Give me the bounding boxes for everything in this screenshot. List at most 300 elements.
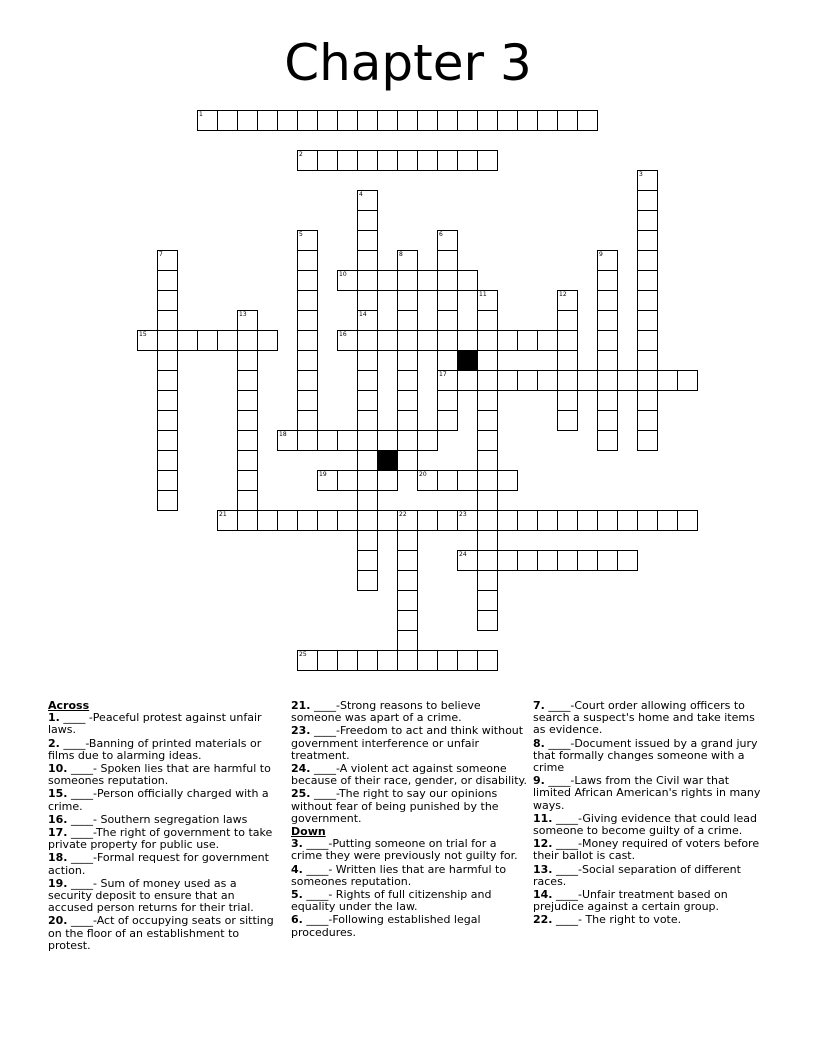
cell-number: 6 [439,231,443,238]
grid-cell[interactable] [437,270,458,291]
clue-text: ____-Person officially charged with a crime. [48,787,269,813]
grid-cell[interactable] [377,110,398,131]
clue-item [48,712,280,736]
grid-cell[interactable] [397,290,418,311]
grid-cell[interactable] [537,110,558,131]
grid-cell[interactable] [397,650,418,671]
clue-number: 15. [48,787,68,801]
grid-cell[interactable] [477,330,498,351]
clue-item [533,700,769,737]
grid-cell[interactable] [237,350,258,371]
grid-cell[interactable] [637,430,658,451]
grid-cell[interactable] [297,150,318,171]
clues-column-3 [533,700,769,928]
grid-cell[interactable] [437,510,458,531]
grid-cell[interactable] [357,370,378,391]
grid-cell[interactable] [297,270,318,291]
clue-item [291,838,527,862]
grid-cell[interactable] [277,430,298,451]
grid-cell[interactable] [237,470,258,491]
clue-text: ____-Court order allowing officers to search a suspect's home and take items as evidence. [533,699,755,737]
grid-cell[interactable] [537,330,558,351]
grid-cell[interactable] [237,390,258,411]
grid-cell[interactable] [437,410,458,431]
clue-item [533,889,769,913]
grid-cell[interactable] [397,450,418,471]
grid-cell[interactable] [357,330,378,351]
grid-cell[interactable] [157,470,178,491]
grid-cell[interactable] [657,510,678,531]
grid-cell[interactable] [297,110,318,131]
grid-cell[interactable] [297,430,318,451]
grid-cell[interactable] [357,230,378,251]
grid-cell[interactable] [397,530,418,551]
grid-cell[interactable] [677,370,698,391]
grid-cell[interactable] [537,550,558,571]
grid-cell[interactable] [417,270,438,291]
grid-cell[interactable] [157,270,178,291]
grid-cell[interactable] [597,350,618,371]
grid-cell[interactable] [477,450,498,471]
grid-cell[interactable] [217,110,238,131]
grid-cell[interactable] [497,510,518,531]
grid-cell[interactable] [297,250,318,271]
grid-cell[interactable] [477,550,498,571]
grid-cell[interactable] [597,370,618,391]
grid-cell[interactable] [417,650,438,671]
grid-cell[interactable] [317,150,338,171]
cell-number: 3 [639,171,643,178]
clue-text: ____- Southern segregation laws [71,812,248,826]
clue-text: ____-A violent act against someone because of their race, gender, or disability. [291,762,527,788]
clues-column-2 [291,700,527,940]
grid-cell[interactable] [477,370,498,391]
grid-cell[interactable] [637,310,658,331]
clue-item [48,763,280,787]
grid-cell[interactable] [377,470,398,491]
grid-cell[interactable] [397,410,418,431]
grid-cell[interactable] [517,110,538,131]
grid-cell[interactable] [637,370,658,391]
grid-cell[interactable] [397,150,418,171]
grid-cell[interactable] [297,230,318,251]
grid-cell[interactable] [457,150,478,171]
grid-cell[interactable] [537,510,558,531]
grid-cell[interactable] [477,590,498,611]
clue-text: ____-Act of occupying seats or sitting on the floor of an establishment to protest. [48,914,274,952]
clue-number: 19. [48,876,68,890]
grid-cell[interactable] [377,650,398,671]
grid-cell[interactable] [237,430,258,451]
grid-cell[interactable] [337,270,358,291]
grid-cell[interactable] [537,370,558,391]
grid-cell[interactable] [637,290,658,311]
grid-cell[interactable] [357,150,378,171]
grid-cell[interactable] [457,370,478,391]
grid-cell[interactable] [157,390,178,411]
grid-cell[interactable] [577,510,598,531]
grid-cell[interactable] [477,110,498,131]
grid-cell[interactable] [597,290,618,311]
grid-cell[interactable] [297,650,318,671]
grid-cell[interactable] [357,550,378,571]
clue-text: ____-The right of government to take private property for public use. [48,826,273,852]
grid-cell[interactable] [317,110,338,131]
grid-cell[interactable] [637,330,658,351]
grid-cell[interactable] [397,390,418,411]
grid-cell[interactable] [557,290,578,311]
grid-cell[interactable] [297,310,318,331]
grid-cell[interactable] [397,250,418,271]
clue-number: 3. [291,837,303,851]
clue-text: ____- Written lies that are harmful to someones reputation. [291,862,507,888]
grid-cell[interactable] [157,310,178,331]
grid-cell[interactable] [457,470,478,491]
grid-cell[interactable] [417,470,438,491]
grid-cell[interactable] [397,110,418,131]
grid-cell[interactable] [237,490,258,511]
grid-cell[interactable] [357,110,378,131]
grid-cell[interactable] [637,170,658,191]
grid-cell[interactable] [357,570,378,591]
grid-cell[interactable] [157,350,178,371]
grid-cell[interactable] [477,150,498,171]
clue-item [291,788,527,825]
grid-cell[interactable] [297,370,318,391]
grid-cell[interactable] [457,550,478,571]
grid-cell[interactable] [357,470,378,491]
cell-number: 21 [219,511,227,518]
clue-item [48,788,280,812]
grid-cell[interactable] [477,530,498,551]
grid-cell[interactable] [397,270,418,291]
grid-cell[interactable] [417,430,438,451]
grid-cell[interactable] [197,110,218,131]
grid-cell[interactable] [337,330,358,351]
clue-item [533,775,769,812]
grid-cell[interactable] [637,250,658,271]
grid-cell[interactable] [297,410,318,431]
grid-cell[interactable] [557,350,578,371]
grid-cell[interactable] [357,250,378,271]
grid-cell[interactable] [397,630,418,651]
grid-cell[interactable] [557,550,578,571]
grid-cell[interactable] [497,550,518,571]
grid-cell[interactable] [597,410,618,431]
grid-cell[interactable] [597,550,618,571]
grid-cell[interactable] [637,350,658,371]
grid-cell[interactable] [137,330,158,351]
grid-cell[interactable] [397,310,418,331]
grid-cell[interactable] [477,290,498,311]
grid-cell[interactable] [477,350,498,371]
grid-cell[interactable] [237,370,258,391]
grid-cell[interactable] [377,270,398,291]
grid-cell[interactable] [177,330,198,351]
grid-cell[interactable] [577,110,598,131]
grid-cell[interactable] [457,110,478,131]
grid-cell[interactable] [237,410,258,431]
grid-cell[interactable] [657,370,678,391]
grid-cell[interactable] [237,450,258,471]
grid-cell[interactable] [237,110,258,131]
grid-cell[interactable] [517,370,538,391]
grid-cell[interactable] [157,290,178,311]
clue-text: ____-Strong reasons to believe someone was apart of a crime. [291,699,481,725]
grid-cell[interactable] [357,650,378,671]
grid-cell[interactable] [437,470,458,491]
clue-number: 13. [533,862,553,876]
grid-cell[interactable] [357,410,378,431]
clues-column-1 [48,700,280,953]
grid-cell[interactable] [517,510,538,531]
grid-cell[interactable] [437,370,458,391]
grid-cell[interactable] [337,470,358,491]
clue-text: ____-Formal request for government action. [48,851,269,877]
grid-cell[interactable] [557,310,578,331]
cell-number: 2 [299,151,303,158]
grid-cell[interactable] [337,510,358,531]
grid-cell[interactable] [237,510,258,531]
grid-cell[interactable] [597,430,618,451]
cell-number: 14 [359,311,367,318]
grid-cell[interactable] [317,510,338,531]
grid-cell[interactable] [617,370,638,391]
clue-text: ____-Money required of voters before their ballot is cast. [533,837,760,863]
grid-cell[interactable] [477,490,498,511]
grid-cell[interactable] [457,650,478,671]
clue-item [291,763,527,787]
grid-cell[interactable] [477,510,498,531]
grid-cell[interactable] [397,590,418,611]
clue-text: ____-The right to say our opinions without fear of being punished by the government. [291,787,499,825]
grid-cell[interactable] [397,370,418,391]
grid-cell[interactable] [237,330,258,351]
grid-cell[interactable] [557,410,578,431]
clue-number: 7. [533,699,545,712]
clue-item [533,838,769,862]
grid-cell[interactable] [637,230,658,251]
grid-cell[interactable] [157,370,178,391]
cell-number: 13 [239,311,247,318]
grid-cell[interactable] [197,330,218,351]
clue-number: 8. [533,736,545,750]
grid-cell[interactable] [477,390,498,411]
grid-cell[interactable] [437,650,458,671]
grid-cell[interactable] [437,150,458,171]
grid-cell[interactable] [217,330,238,351]
grid-cell[interactable] [417,150,438,171]
grid-cell[interactable] [437,110,458,131]
grid-cell[interactable] [497,470,518,491]
grid-cell[interactable] [637,210,658,231]
grid-cell[interactable] [477,610,498,631]
grid-cell[interactable] [357,510,378,531]
clue-number: 22. [533,913,553,927]
grid-cell[interactable] [497,370,518,391]
grid-cell[interactable] [297,350,318,371]
grid-cell[interactable] [397,610,418,631]
grid-cell[interactable] [477,650,498,671]
grid-cell[interactable] [317,470,338,491]
grid-cell[interactable] [597,250,618,271]
grid-cell[interactable] [517,550,538,571]
grid-cell[interactable] [377,150,398,171]
cell-number: 1 [199,111,203,118]
grid-cell[interactable] [437,390,458,411]
grid-cell[interactable] [477,570,498,591]
clue-item [291,700,527,724]
grid-cell[interactable] [637,390,658,411]
grid-cell[interactable] [357,190,378,211]
grid-cell[interactable] [157,450,178,471]
grid-cell[interactable] [517,330,538,351]
grid-cell[interactable] [317,430,338,451]
grid-cell[interactable] [257,510,278,531]
across-heading: Across [48,699,90,712]
clue-number: 2. [48,736,60,750]
grid-cell[interactable] [337,430,358,451]
grid-cell[interactable] [397,570,418,591]
grid-cell[interactable] [477,470,498,491]
grid-cell[interactable] [637,270,658,291]
grid-cell[interactable] [157,250,178,271]
grid-cell[interactable] [417,110,438,131]
cell-number: 20 [419,471,427,478]
grid-cell[interactable] [357,530,378,551]
grid-cell[interactable] [437,310,458,331]
grid-cell[interactable] [377,430,398,451]
grid-cell[interactable] [597,270,618,291]
grid-cell[interactable] [577,550,598,571]
clue-item [48,738,280,762]
grid-cell[interactable] [637,510,658,531]
clue-text: ____-Unfair treatment based on prejudice against a certain group. [533,888,728,914]
clue-text: ____ -Peaceful protest against unfair laws. [48,711,262,737]
grid-cell[interactable] [257,110,278,131]
grid-cell[interactable] [357,350,378,371]
grid-cell[interactable] [597,310,618,331]
grid-cell[interactable] [257,330,278,351]
cell-number: 5 [299,231,303,238]
grid-cell[interactable] [297,390,318,411]
grid-cell[interactable] [377,330,398,351]
grid-cell[interactable] [557,110,578,131]
clue-number: 21. [291,699,311,712]
grid-cell[interactable] [397,550,418,571]
grid-cell[interactable] [637,410,658,431]
cell-number: 11 [479,291,487,298]
grid-cell[interactable] [157,430,178,451]
grid-cell[interactable] [357,270,378,291]
grid-cell[interactable] [357,210,378,231]
grid-cell[interactable] [237,310,258,331]
grid-cell[interactable] [557,390,578,411]
grid-cell[interactable] [617,550,638,571]
grid-cell[interactable] [577,370,598,391]
grid-cell[interactable] [597,510,618,531]
black-cell [457,350,478,371]
grid-cell[interactable] [157,330,178,351]
grid-cell[interactable] [437,230,458,251]
grid-cell[interactable] [637,190,658,211]
clue-number: 16. [48,812,68,826]
grid-cell[interactable] [497,110,518,131]
grid-cell[interactable] [157,410,178,431]
grid-cell[interactable] [457,270,478,291]
grid-cell[interactable] [417,330,438,351]
grid-cell[interactable] [357,310,378,331]
clue-item [533,864,769,888]
grid-cell[interactable] [357,290,378,311]
grid-cell[interactable] [357,430,378,451]
clue-item [48,827,280,851]
grid-cell[interactable] [357,450,378,471]
grid-cell[interactable] [457,510,478,531]
grid-cell[interactable] [357,490,378,511]
clue-number: 18. [48,851,68,865]
grid-cell[interactable] [437,290,458,311]
grid-cell[interactable] [477,410,498,431]
cell-number: 24 [459,551,467,558]
grid-cell[interactable] [297,510,318,531]
grid-cell[interactable] [277,510,298,531]
clue-item [48,915,280,952]
grid-cell[interactable] [397,350,418,371]
clue-item [48,878,280,915]
grid-cell[interactable] [277,110,298,131]
grid-cell[interactable] [377,510,398,531]
grid-cell[interactable] [397,430,418,451]
grid-cell[interactable] [217,510,238,531]
grid-cell[interactable] [557,330,578,351]
grid-cell[interactable] [397,330,418,351]
grid-cell[interactable] [337,110,358,131]
grid-cell[interactable] [437,330,458,351]
grid-cell[interactable] [557,510,578,531]
clue-text: ____-Following established legal procedures. [291,913,481,939]
grid-cell[interactable] [337,150,358,171]
clue-text: ____- Rights of full citizenship and equality under the law. [291,888,492,914]
cell-number: 17 [439,371,447,378]
grid-cell[interactable] [477,310,498,331]
grid-cell[interactable] [317,650,338,671]
grid-cell[interactable] [337,650,358,671]
grid-cell[interactable] [397,510,418,531]
clue-text: ____- Sum of money used as a security deposit to ensure that an accused person returns for their trial. [48,876,254,915]
grid-cell[interactable] [437,250,458,271]
clue-text: ____-Document issued by a grand jury that formally changes someone with a crime [533,736,758,775]
grid-cell[interactable] [557,370,578,391]
grid-cell[interactable] [597,390,618,411]
grid-cell[interactable] [477,430,498,451]
grid-cell[interactable] [357,390,378,411]
grid-cell[interactable] [677,510,698,531]
clue-text: ____-Putting someone on trial for a crime they were previously not guilty for. [291,837,518,863]
grid-cell[interactable] [297,330,318,351]
grid-cell[interactable] [437,350,458,371]
grid-cell[interactable] [597,330,618,351]
clue-number: 9. [533,774,545,788]
grid-cell[interactable] [297,290,318,311]
clue-number: 25. [291,787,311,801]
grid-cell[interactable] [457,330,478,351]
grid-cell[interactable] [417,510,438,531]
grid-cell[interactable] [617,510,638,531]
grid-cell[interactable] [497,330,518,351]
grid-cell[interactable] [157,490,178,511]
cell-number: 25 [299,651,307,658]
